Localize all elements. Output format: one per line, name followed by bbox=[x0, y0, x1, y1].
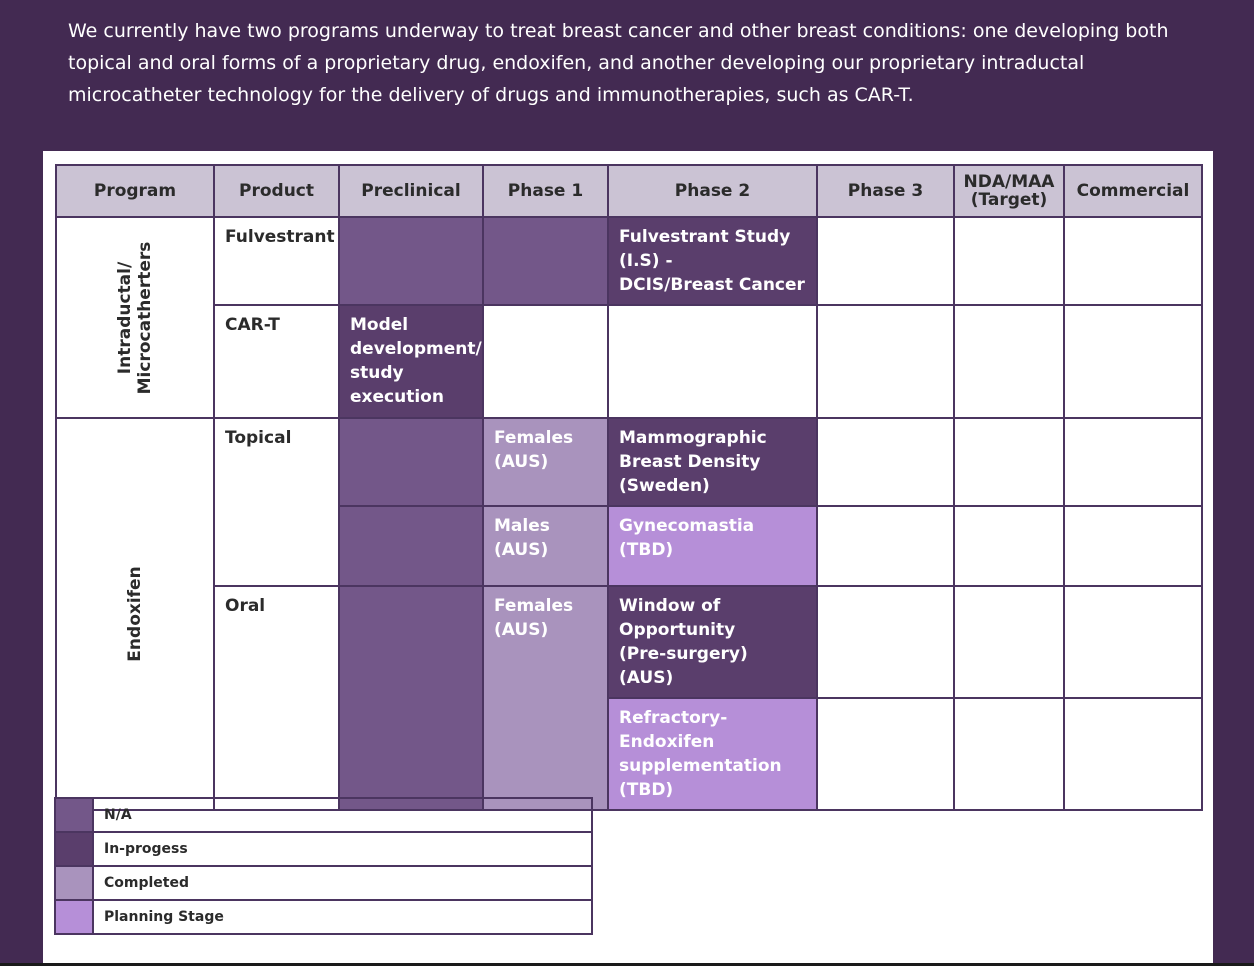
cell-text: Mammographic bbox=[619, 428, 767, 448]
legend-row bbox=[55, 866, 592, 900]
row-fulvestrant bbox=[56, 217, 1202, 305]
legend-table bbox=[54, 797, 593, 935]
legend-label-planning: Planning Stage bbox=[93, 900, 592, 934]
product-fulvestrant bbox=[214, 217, 339, 305]
product-topical-label: Topical bbox=[225, 428, 292, 448]
cell-text: (AUS) bbox=[494, 540, 549, 560]
header-nda-line1: NDA/MAA bbox=[963, 172, 1055, 192]
product-oral-label: Oral bbox=[225, 596, 266, 616]
header-commercial: Commercial bbox=[1064, 165, 1202, 217]
cell-oral-preclinical bbox=[339, 586, 483, 810]
cell-topical2-nda bbox=[954, 506, 1064, 586]
header-phase1: Phase 1 bbox=[483, 165, 608, 217]
cell-fulvestrant-phase1 bbox=[483, 217, 608, 305]
cell-text: (TBD) bbox=[619, 780, 674, 800]
header-phase2: Phase 2 bbox=[608, 165, 817, 217]
cell-text: (Pre-surgery) (AUS) bbox=[619, 644, 748, 688]
cell-topical2-phase3 bbox=[817, 506, 954, 586]
product-cart bbox=[214, 305, 339, 418]
cell-text: (TBD) bbox=[619, 540, 674, 560]
pipeline-table bbox=[55, 164, 1203, 811]
cell-text: Males bbox=[494, 516, 550, 536]
header-product: Product bbox=[214, 165, 339, 217]
cell-text: DCIS/Breast Cancer bbox=[619, 275, 805, 295]
cell-text: development/ bbox=[350, 339, 482, 359]
cell-text: Fulvestrant Study bbox=[619, 227, 791, 247]
legend-label-na: N/A bbox=[93, 798, 592, 832]
cell-oral2-phase3 bbox=[817, 698, 954, 810]
cell-cart-phase3 bbox=[817, 305, 954, 418]
cell-topical1-phase3 bbox=[817, 418, 954, 506]
cell-text: execution bbox=[350, 387, 444, 407]
legend-row bbox=[55, 900, 592, 934]
cell-cart-nda bbox=[954, 305, 1064, 418]
cell-text: Females bbox=[494, 596, 574, 616]
cell-topical2-phase2 bbox=[608, 506, 817, 586]
header-preclinical: Preclinical bbox=[339, 165, 483, 217]
product-oral bbox=[214, 586, 339, 810]
cell-text: Model bbox=[350, 315, 409, 335]
cell-text: (AUS) bbox=[494, 452, 549, 472]
header-row bbox=[56, 165, 1202, 217]
cell-text: Opportunity bbox=[619, 620, 736, 640]
legend-swatch-planning bbox=[55, 900, 93, 934]
cell-text: Breast Density bbox=[619, 452, 761, 472]
cell-cart-phase1 bbox=[483, 305, 608, 418]
header-nda-line2: (Target) bbox=[970, 190, 1048, 210]
cell-topical1-phase2 bbox=[608, 418, 817, 506]
header-nda-maa bbox=[954, 165, 1064, 217]
legend-label-completed: Completed bbox=[93, 866, 592, 900]
cell-oral1-commercial bbox=[1064, 586, 1202, 698]
cell-topical2-commercial bbox=[1064, 506, 1202, 586]
program-intraductal-line2: Microcatherters bbox=[135, 241, 155, 394]
cell-text: (AUS) bbox=[494, 620, 549, 640]
cell-oral1-nda bbox=[954, 586, 1064, 698]
cell-fulvestrant-phase3 bbox=[817, 217, 954, 305]
cell-text: Refractory- bbox=[619, 708, 728, 728]
cell-text: Endoxifen bbox=[619, 732, 715, 752]
cell-cart-phase2 bbox=[608, 305, 817, 418]
row-topical-1 bbox=[56, 418, 1202, 506]
cell-cart-preclinical bbox=[339, 305, 483, 418]
legend-row bbox=[55, 798, 592, 832]
cell-fulvestrant-phase2 bbox=[608, 217, 817, 305]
legend-swatch-in-progress bbox=[55, 832, 93, 866]
cell-topical1-nda bbox=[954, 418, 1064, 506]
cell-oral2-phase2 bbox=[608, 698, 817, 810]
cell-topical2-preclinical bbox=[339, 506, 483, 586]
cell-oral2-commercial bbox=[1064, 698, 1202, 810]
cell-topical1-preclinical bbox=[339, 418, 483, 506]
header-phase3: Phase 3 bbox=[817, 165, 954, 217]
legend-swatch-na bbox=[55, 798, 93, 832]
cell-oral1-phase3 bbox=[817, 586, 954, 698]
program-intraductal bbox=[56, 217, 214, 418]
cell-fulvestrant-commercial bbox=[1064, 217, 1202, 305]
legend-swatch-completed bbox=[55, 866, 93, 900]
header-program: Program bbox=[56, 165, 214, 217]
cell-topical2-phase1 bbox=[483, 506, 608, 586]
legend-row bbox=[55, 832, 592, 866]
cell-fulvestrant-preclinical bbox=[339, 217, 483, 305]
row-cart bbox=[56, 305, 1202, 418]
cell-topical1-phase1 bbox=[483, 418, 608, 506]
program-intraductal-label bbox=[115, 241, 155, 394]
row-oral-1 bbox=[56, 586, 1202, 698]
product-fulvestrant-label: Fulvestrant bbox=[225, 227, 335, 247]
cell-oral2-nda bbox=[954, 698, 1064, 810]
cell-text: Window of bbox=[619, 596, 721, 616]
cell-text: supplementation bbox=[619, 756, 782, 776]
cell-text: (Sweden) bbox=[619, 476, 710, 496]
cell-cart-commercial bbox=[1064, 305, 1202, 418]
cell-fulvestrant-nda bbox=[954, 217, 1064, 305]
cell-text: (I.S) - bbox=[619, 251, 673, 271]
cell-topical1-commercial bbox=[1064, 418, 1202, 506]
cell-text: Gynecomastia bbox=[619, 516, 755, 536]
program-endoxifen-label: Endoxifen bbox=[125, 566, 145, 662]
cell-oral1-phase2 bbox=[608, 586, 817, 698]
cell-oral-phase1 bbox=[483, 586, 608, 810]
intro-paragraph: We currently have two programs underway to treat breast cancer and other breast conditions: one developing both topical and oral forms of a proprietary drug, endoxifen, and another developing our proprietary intraductal microcatheter technology for the delivery of drugs and immunotherapies, such as CAR-T. bbox=[68, 20, 1169, 106]
program-endoxifen bbox=[56, 418, 214, 810]
legend-label-in-progress: In-progess bbox=[93, 832, 592, 866]
program-intraductal-line1: Intraductal/ bbox=[115, 261, 135, 374]
cell-text: study bbox=[350, 363, 404, 383]
product-topical bbox=[214, 418, 339, 586]
product-cart-label: CAR-T bbox=[225, 315, 280, 335]
cell-text: Females bbox=[494, 428, 574, 448]
